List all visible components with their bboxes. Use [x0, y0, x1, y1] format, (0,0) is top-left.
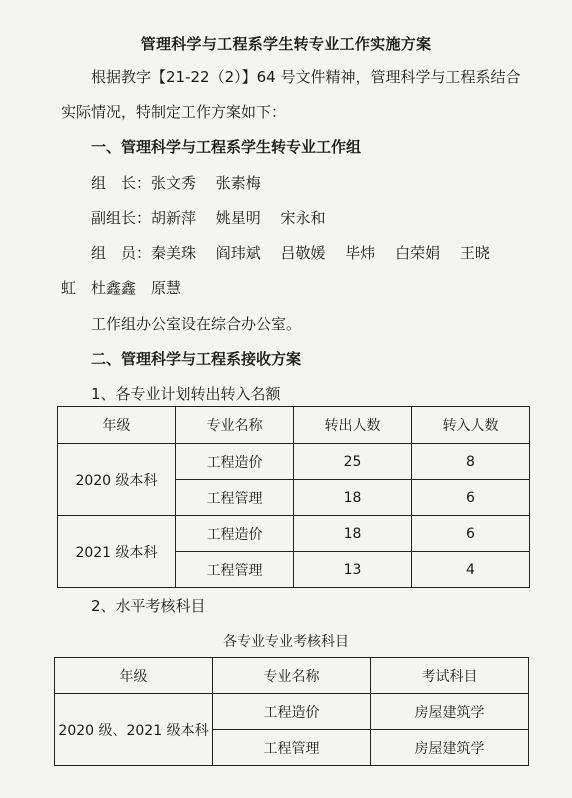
table2-caption: 各专业专业考核科目	[223, 634, 349, 650]
subject-cell: 房屋建筑学	[371, 730, 529, 766]
out-count-cell: 18	[294, 516, 412, 552]
out-count-cell: 13	[294, 552, 412, 588]
header-cell: 专业名称	[176, 407, 294, 444]
sub2-heading: 2、水平考核科目	[91, 597, 206, 615]
document-title: 管理科学与工程系学生转专业工作实施方案	[140, 35, 432, 53]
header-cell: 年级	[55, 658, 213, 694]
subject-cell: 房屋建筑学	[371, 694, 529, 730]
office-line: 工作组办公室设在综合办公室。	[91, 315, 302, 333]
grade-cell: 2020 级、2021 级本科	[55, 694, 213, 766]
deputy-line: 副组长：胡新萍 姚星明 宋永和	[91, 209, 326, 227]
exam-subject-table	[54, 657, 529, 766]
leader-line: 组 长：张文秀 张素梅	[91, 174, 261, 192]
table-header-row	[58, 407, 530, 444]
header-cell: 专业名称	[213, 658, 371, 694]
table-row	[58, 516, 530, 552]
intro-line-1: 根据教字【21-22（2）】64 号文件精神，管理科学与工程系结合	[91, 68, 521, 86]
in-count-cell: 6	[412, 480, 530, 516]
section2-heading: 二、管理科学与工程系接收方案	[91, 350, 302, 368]
members-line-2: 虹 杜鑫鑫 原慧	[61, 279, 182, 297]
in-count-cell: 8	[412, 444, 530, 480]
grade-cell: 2020 级本科	[58, 444, 176, 516]
header-cell: 转出人数	[294, 407, 412, 444]
intro-line-2: 实际情况，特制定工作方案如下：	[61, 103, 287, 121]
major-cell: 工程造价	[176, 444, 294, 480]
header-cell: 转入人数	[412, 407, 530, 444]
header-cell: 考试科目	[371, 658, 529, 694]
grade-cell: 2021 级本科	[58, 516, 176, 588]
major-cell: 工程造价	[213, 694, 371, 730]
out-count-cell: 18	[294, 480, 412, 516]
in-count-cell: 6	[412, 516, 530, 552]
table-row	[55, 694, 529, 730]
out-count-cell: 25	[294, 444, 412, 480]
major-cell: 工程造价	[176, 516, 294, 552]
header-cell: 年级	[58, 407, 176, 444]
major-cell: 工程管理	[176, 480, 294, 516]
quota-table	[57, 406, 530, 588]
section1-heading: 一、管理科学与工程系学生转专业工作组	[91, 138, 362, 156]
major-cell: 工程管理	[176, 552, 294, 588]
table-row	[58, 444, 530, 480]
in-count-cell: 4	[412, 552, 530, 588]
table-header-row	[55, 658, 529, 694]
sub1-heading: 1、各专业计划转出转入名额	[91, 385, 281, 403]
members-line-1: 组 员：秦美珠 阎玮斌 吕敬媛 毕炜 白荣娟 王晓	[91, 244, 490, 262]
major-cell: 工程管理	[213, 730, 371, 766]
